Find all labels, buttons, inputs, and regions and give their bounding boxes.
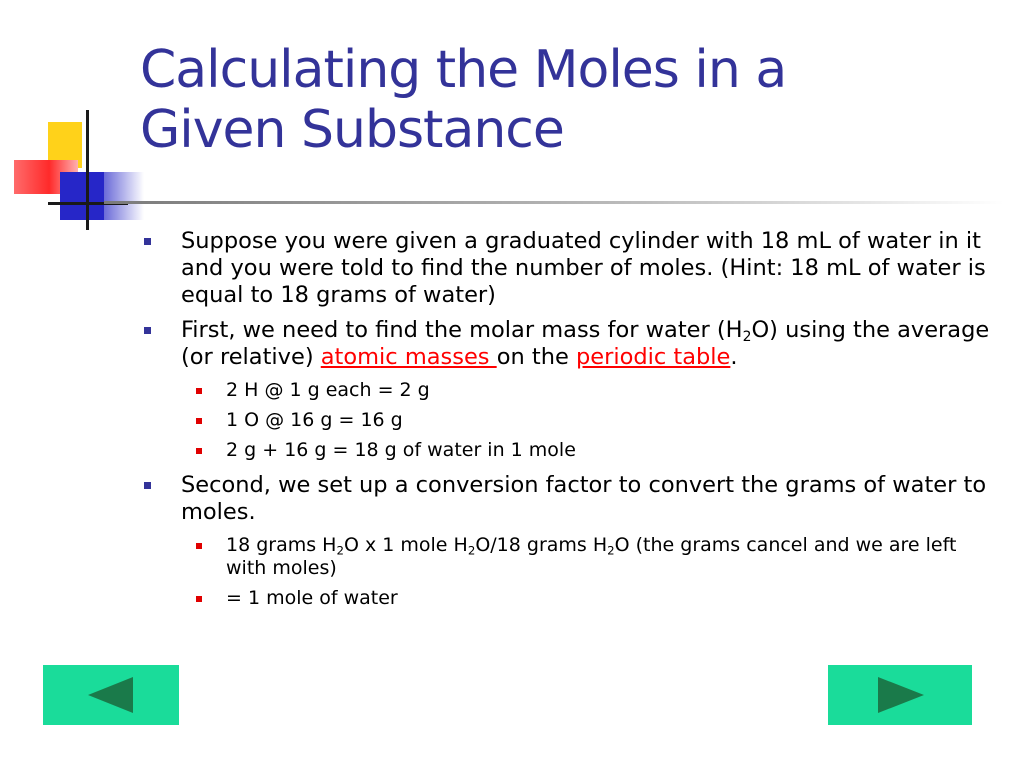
atomic-masses-link[interactable]: atomic masses — [320, 344, 497, 370]
title-line-2: Given Substance — [140, 100, 564, 160]
sub-bullet-item — [140, 409, 1000, 432]
bullet-square-icon — [144, 482, 151, 489]
sub-bullet-square-icon — [196, 448, 202, 454]
next-slide-button[interactable] — [828, 665, 972, 725]
logo-vertical-line — [86, 110, 89, 230]
bullet-item — [140, 472, 1000, 526]
blue-square — [60, 172, 104, 220]
sub-bullet-item — [140, 379, 1000, 402]
blue-fade-square — [104, 172, 144, 220]
bullet-square-icon — [144, 327, 151, 334]
sub-bullet-text: 2 g + 16 g = 18 g of water in 1 mole — [226, 439, 576, 461]
sub-bullet-square-icon — [196, 596, 202, 602]
periodic-table-link[interactable]: periodic table — [575, 344, 731, 370]
sub-bullet-text: 2 H @ 1 g each = 2 g — [226, 379, 430, 401]
bullet-text: Suppose you were given a graduated cylinder with 18 mL of water in it and you were told to find the number of moles. (Hint: 18 mL of water is equal to 18 grams of water) — [181, 228, 986, 308]
sub-bullet-square-icon — [196, 388, 202, 394]
bullet-item — [140, 317, 1000, 371]
sub-bullet-item — [140, 439, 1000, 462]
sub-bullet-text: = 1 mole of water — [226, 587, 398, 609]
sub-bullet-square-icon — [196, 543, 202, 549]
bullet-text: Second, we set up a conversion factor to convert the grams of water to moles. — [181, 472, 987, 525]
sub-bullet-text: 1 O @ 16 g = 16 g — [226, 409, 403, 431]
title-line-1: Calculating the Moles in a — [140, 40, 787, 100]
left-triangle-icon — [43, 665, 179, 725]
decorative-logo — [0, 100, 140, 230]
sub-bullet-text: 18 grams $H_2O$ x 1 mole $H_2O/18$ grams $H_2O$ (the grams cancel and we are left with moles) — [226, 534, 957, 579]
bullet-text: First, we need to find the molar mass for water $(H_2O)$ using the average (or relative) atomic masses on the periodic table. — [181, 317, 990, 370]
slide-title — [140, 40, 1000, 160]
slide-body — [140, 228, 1000, 617]
previous-slide-button[interactable] — [43, 665, 179, 725]
right-triangle-icon — [828, 665, 972, 725]
sub-bullet-item — [140, 587, 1000, 610]
title-divider — [104, 201, 1004, 204]
sub-bullet-item — [140, 534, 1000, 580]
bullet-square-icon — [144, 238, 151, 245]
bullet-item — [140, 228, 1000, 309]
sub-bullet-square-icon — [196, 418, 202, 424]
